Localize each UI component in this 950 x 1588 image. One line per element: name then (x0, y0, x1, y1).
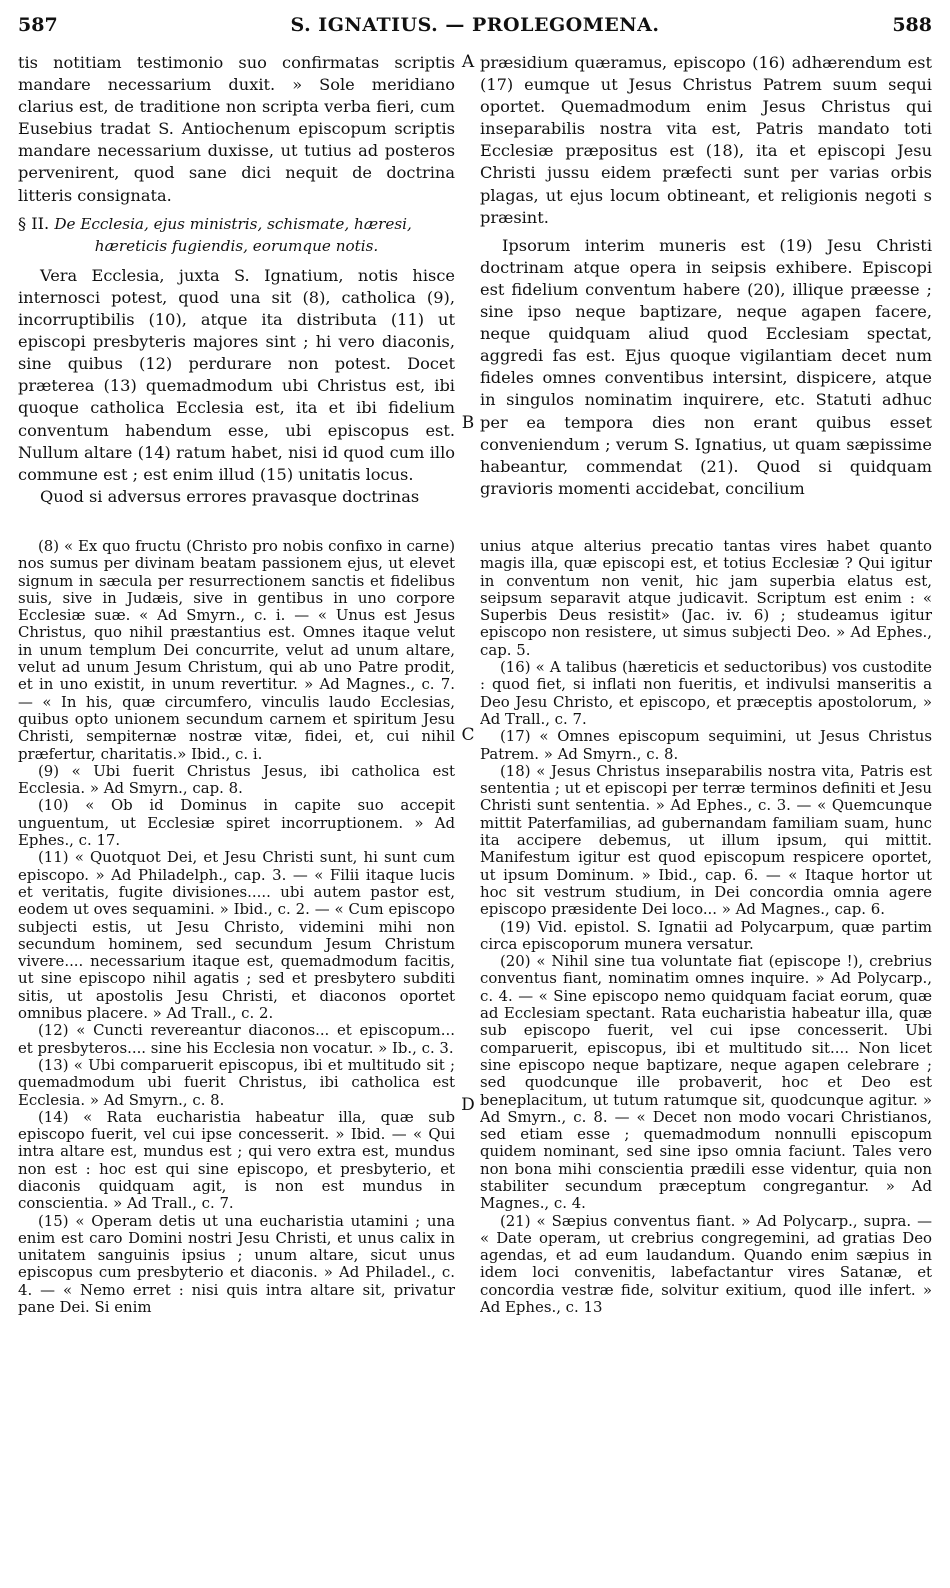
section-title-line-2: hæreticis fugiendis, eorumque notis. (94, 236, 379, 255)
footnote: (13) « Ubi comparuerit episcopus, ibi et multitudo sit ; quemadmodum ubi fuerit Christus, ibi catholica est Ecclesia. » Ad Smyrn., c. 8. (18, 1055, 455, 1109)
left-column-main-text (18, 52, 455, 530)
paragraph: Ipsorum interim muneris est (19) Jesu Christi doctrinam atque opera in seipsis exhibere. Episcopi est fidelium conventum habere (20), illique præesse ; sine ipso neque baptizare, neque agapen facere, neque quidquam aliud quod Ecclesiam spectat, aggredi fas est. Ejus quoque vigilantiam decet num fideles omnes conventibus intersint, dispicere, atque in singulos nominatim inquirere, etc. Statuti adhuc per ea tempora dies non erant quibus esset conveniendum ; verum S. Ignatius, ut quam sæpissime habeantur, commendat (21). Quod si quidquam gravioris momenti accidebat, concilium (480, 235, 932, 498)
footnote: (17) « Omnes episcopum sequimini, ut Jesus Christus Patrem. » Ad Smyrn., c. 8. (480, 727, 932, 763)
footnote: (11) « Quotquot Dei, et Jesu Christi sunt, hi sunt cum episcopo. » Ad Philadelph., cap. 3. — « Filii itaque lucis et veritatis, fugite divisiones..... ubi autem pastor est, eodem ut oves sequamini. » Ibid., c. 2. — « Cum episcopo subjecti estis, ut Jesu Christo, videmini mihi non secundum hominem, sed secundum Jesum Christum vivere.... necessarium itaque est, quemadmodum facitis, ut sine episcopo nihil agatis ; sed et presbytero subditi sitis, ut apostolis Jesu Christi, et diaconos oportet omnibus placere. » Ad Trall., c. 2. (18, 848, 455, 1023)
footnote: (14) « Rata eucharistia habeatur illa, quæ sub episcopo fuerit, vel cui ipse concesserit. » Ibid. — « Qui intra altare est, mundus est ; qui vero extra est, mundus non est : hoc est qui sine episcopo, et presbyterio, et diaconis quidquam agit, is non est mundus in conscientia. » Ad Trall., c. 7. (18, 1107, 455, 1213)
footnote: (8) « Ex quo fructu (Christo pro nobis confixo in carne) nos sumus per divinam beatam passionem ejus, ut elevet signum in sæcula per resurrectionem sanctis et fidelibus suis, sive in Judæis, sive in gentibus in uno corpore Ecclesiæ suæ. « Ad Smyrn., c. i. — « Unus est Jesus Christus, quo nihil præstantius est. Omnes itaque velut in unum templum Dei concurrite, velut ad unum altare, velut ad unum Jesum Christum, qui ab uno Patre prodit, et in uno existit, in unum revertitur. » Ad Magnes., c. 7. — « In his, quæ circumfero, vinculis laudo Ecclesias, quibus opto unionem secundum carnem et spiritum Jesu Christi, sempiternæ nostræ vitæ, fidei, et, cui nihil præfertur, charitatis.» Ibid., c. i. (18, 538, 455, 763)
margin-marker-a: A (461, 52, 475, 72)
running-title: S. IGNATIUS. — PROLEGOMENA. (290, 14, 660, 36)
footnote: (15) « Operam detis ut una eucharistia utamini ; una enim est caro Domini nostri Jesu Christi, et unus calix in unitatem sanguinis ipsius ; unum altare, sicut unus episcopus cum presbyterio et diaconis. » Ad Philadel., c. 4. — « Nemo erret : nisi quis intra altare sit, privatur pane Dei. Si enim (18, 1211, 455, 1317)
footnote: (10) « Ob id Dominus in capite suo accepit unguentum, ut Ecclesiæ spiret incorruptionem. » Ad Ephes., c. 17. (18, 796, 455, 850)
page-number-right: 588 (892, 14, 932, 36)
footnote: (18) « Jesus Christus inseparabilis nostra vita, Patris est sententia ; ut et episcopi per terræ terminos definiti et Jesu Christi sunt sententia. » Ad Ephes., c. 3. — « Quemcunque mittit Paterfamilias, ad gubernandam familiam suam, hunc ita accipere debemus, ut illum ipsum, qui mittit. Manifestum igitur est quod episcopum respicere oportet, ut ipsum Dominum. » Ibid., cap. 6. — « Itaque hortor ut hoc sit vestrum studium, in Dei concordia omnia agere episcopo præsidente Dei loco... » Ad Magnes., cap. 6. (480, 761, 932, 919)
footnote: (16) « A talibus (hæreticis et seductoribus) vos custodite : quod fiet, si inflati non fueritis, et indivulsi manseritis a Deo Jesu Christo, et episcopo, et præceptis apostolorum, » Ad Trall., c. 7. (480, 658, 932, 728)
paragraph: tis notitiam testimonio suo confirmatas scriptis mandare necessarium duxit. » Sole meridiano clarius est, de traditione non scripta verba fieri, cum Eusebius tradat S. Antiochenum episcopum scriptis mandare necessarium duxisse, ut tutius ad posteros pervenirent, quod sane dici nequit de doctrina litteris consignata. (18, 53, 455, 205)
right-column-main-text (480, 52, 932, 530)
footnote-continuation: unius atque alterius precatio tantas vires habet quanto magis illa, quæ episcopi est, et totius Ecclesiæ ? Qui igitur in conventum non venit, hic jam superbia elatus est, seipsum separavit atque judicavit. Scriptum est enim : « Superbis Deus resistit» (Jac. iv. 6) ; studeamus igitur episcopo non resistere, ut simus subjecti Deo. » Ad Ephes., cap. 5. (480, 538, 932, 659)
paragraph: Vera Ecclesia, juxta S. Ignatium, notis hisce internosci potest, quod una sit (8), catholica (9), incorruptibilis (10), atque ita distributa (11) ut episcopi presbyteris majores sint ; hi vero diaconis, sine quibus (12) perdurare non potest. Docet præterea (13) quemadmodum ubi Christus est, ibi quoque catholica Ecclesia est, ita et ibi fidelium conventum habendum esse, ubi episcopus est. Nullum altare (14) ratum habet, nisi id quod cum illo commune est ; est enim illud (15) unitatis locus. (18, 265, 455, 484)
page-number-left: 587 (18, 14, 58, 36)
section-heading (18, 213, 455, 257)
margin-marker-d: D (461, 1095, 475, 1115)
footnote: (20) « Nihil sine tua voluntate fiat (episcope !), crebrius conventus fiant, nominatim omnes inquire. » Ad Polycarp., c. 4. — « Sine episcopo nemo quidquam faciat eorum, quæ ad Ecclesiam spectant. Rata eucharistia habeatur illa, quæ sub episcopo fuerit, vel cui ipse concesserit. Ubi comparuerit, episcopus, ibi et multitudo sit.... Non licet sine episcopo neque baptizare, neque agapen celebrare ; sed quodcunque ille probaverit, hoc et Deo est beneplacitum, ut tutum ratumque sit, quodcunque agitur. » Ad Smyrn., c. 8. — « Decet non modo vocari Christianos, sed etiam esse ; quemadmodum nonnulli episcopum quidem nominant, sed sine ipso omnia faciunt. Tales vero non bona mihi conscientia prædili esse videntur, quia non stabiliter secundum præceptum congregantur. » Ad Magnes., c. 4. (480, 952, 932, 1213)
left-column-footnotes (18, 538, 455, 1580)
margin-marker-b: B (461, 413, 475, 433)
right-column-footnotes (480, 538, 932, 1580)
footnote: (12) « Cuncti revereantur diaconos... et episcopum... et presbyteros.... sine his Ecclesia non vocatur. » Ib., c. 3. (18, 1021, 455, 1057)
paragraph: præsidium quæramus, episcopo (16) adhærendum est (17) eumque ut Jesus Christus Patrem suum sequi oportet. Quemadmodum enim Jesus Christus qui inseparabilis nostra vita est, Patris mandato toti Ecclesiæ præpositus est (18), ita et episcopi Jesu Christi jussu eidem præfecti sunt per varias orbis plagas, ut ejus locum obtineant, et religionis negoti s præsint. (480, 53, 932, 227)
footnote: (21) « Sæpius conventus fiant. » Ad Polycarp., supra. — « Date operam, ut crebrius congregemini, ad gratias Deo agendas, et ad eum laudandum. Quando enim sæpius in idem loci convenitis, labefactantur vires Satanæ, et concordia vestræ fide, solvitur exitium, quod ille infert. » Ad Ephes., c. 13 (480, 1211, 932, 1317)
margin-marker-c: C (461, 725, 475, 745)
page-header (18, 14, 932, 42)
footnote: (9) « Ubi fuerit Christus Jesus, ibi catholica est Ecclesia. » Ad Smyrn., cap. 8. (18, 761, 455, 798)
section-label: § II. (18, 213, 50, 233)
paragraph: Quod si adversus errores pravasque doctrinas (40, 486, 420, 506)
section-title-line-1: De Ecclesia, ejus ministris, schismate, hæresi, (54, 214, 412, 233)
footnote: (19) Vid. epistol. S. Ignatii ad Polycarpum, quæ partim circa episcoporum munera versatur. (480, 917, 932, 953)
